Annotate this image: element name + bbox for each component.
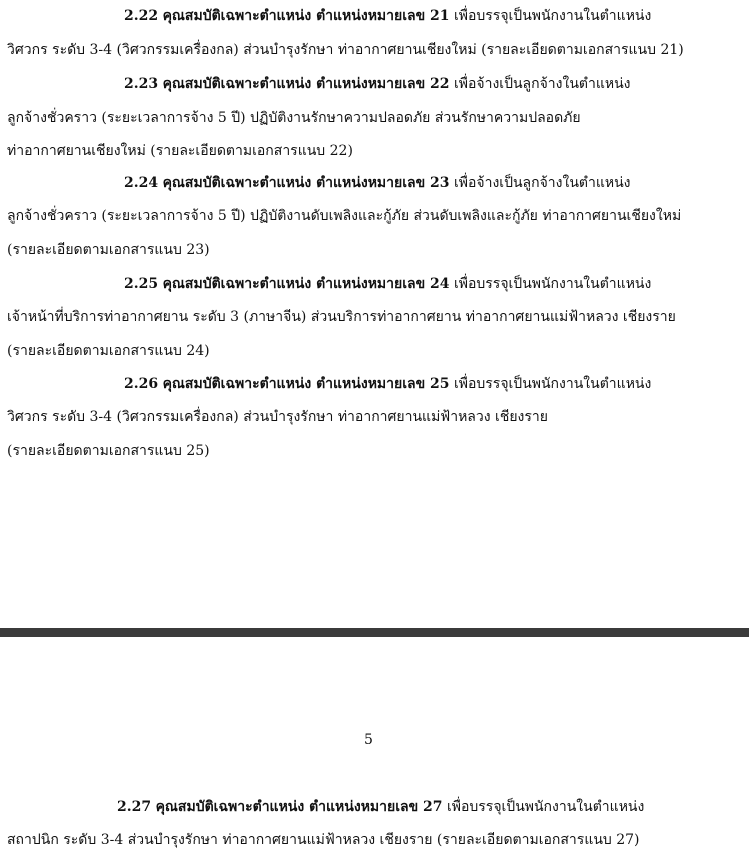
item-body-line: (รายละเอียดตามเอกสารแนบ 25) bbox=[7, 443, 210, 459]
item-lead: เพื่อบรรจุเป็นพนักงานในตำแหน่ง bbox=[453, 8, 652, 24]
item-heading: คุณสมบัติเฉพาะตำแหน่ง ตำแหน่งหมายเลข 27 bbox=[155, 799, 443, 815]
item-heading: คุณสมบัติเฉพาะตำแหน่ง ตำแหน่งหมายเลข 23 bbox=[162, 175, 450, 191]
item-heading: คุณสมบัติเฉพาะตำแหน่ง ตำแหน่งหมายเลข 22 bbox=[162, 76, 450, 92]
item-body-line: ลูกจ้างชั่วคราว (ระยะเวลาการจ้าง 5 ปี) ปฏิบัติงานรักษาความปลอดภัย ส่วนรักษาความปลอดภัย bbox=[7, 110, 581, 126]
page-number: 5 bbox=[364, 732, 373, 748]
item-body-line: (รายละเอียดตามเอกสารแนบ 23) bbox=[7, 242, 210, 258]
item-lead: เพื่อบรรจุเป็นพนักงานในตำแหน่ง bbox=[453, 276, 652, 292]
item-body-line: ลูกจ้างชั่วคราว (ระยะเวลาการจ้าง 5 ปี) ปฏิบัติงานดับเพลิงและกู้ภัย ส่วนดับเพลิงและกู้ภัย ท่าอากาศยานเชียงใหม่ bbox=[7, 208, 682, 224]
page-separator bbox=[0, 628, 749, 637]
item-body-line: (รายละเอียดตามเอกสารแนบ 24) bbox=[7, 343, 210, 359]
item-lead: เพื่อจ้างเป็นลูกจ้างในตำแหน่ง bbox=[453, 175, 631, 191]
item-number: 2.26 bbox=[124, 376, 159, 392]
item-number: 2.22 bbox=[124, 8, 159, 24]
item-number: 2.24 bbox=[124, 175, 159, 191]
item-heading-line bbox=[124, 374, 651, 394]
document-page bbox=[0, 637, 749, 860]
item-lead: เพื่อจ้างเป็นลูกจ้างในตำแหน่ง bbox=[453, 76, 631, 92]
item-body-line: วิศวกร ระดับ 3-4 (วิศวกรรมเครื่องกล) ส่วนบำรุงรักษา ท่าอากาศยานแม่ฟ้าหลวง เชียงราย bbox=[7, 409, 548, 425]
item-body-line: ท่าอากาศยานเชียงใหม่ (รายละเอียดตามเอกสารแนบ 22) bbox=[7, 143, 353, 159]
item-heading-line bbox=[117, 797, 644, 817]
item-number: 2.25 bbox=[124, 276, 159, 292]
item-number: 2.23 bbox=[124, 76, 159, 92]
item-heading-line bbox=[124, 173, 631, 193]
item-heading: คุณสมบัติเฉพาะตำแหน่ง ตำแหน่งหมายเลข 25 bbox=[162, 376, 450, 392]
item-body-line: สถาปนิก ระดับ 3-4 ส่วนบำรุงรักษา ท่าอากาศยานแม่ฟ้าหลวง เชียงราย (รายละเอียดตามเอกสารแนบ 27) bbox=[7, 832, 640, 848]
item-heading-line bbox=[124, 6, 651, 26]
item-heading: คุณสมบัติเฉพาะตำแหน่ง ตำแหน่งหมายเลข 24 bbox=[162, 276, 450, 292]
item-heading-line bbox=[124, 274, 651, 294]
item-lead: เพื่อบรรจุเป็นพนักงานในตำแหน่ง bbox=[446, 799, 645, 815]
item-heading: คุณสมบัติเฉพาะตำแหน่ง ตำแหน่งหมายเลข 21 bbox=[162, 8, 450, 24]
item-number: 2.27 bbox=[117, 799, 152, 815]
item-lead: เพื่อบรรจุเป็นพนักงานในตำแหน่ง bbox=[453, 376, 652, 392]
item-heading-line bbox=[124, 74, 631, 94]
item-body-line: วิศวกร ระดับ 3-4 (วิศวกรรมเครื่องกล) ส่วนบำรุงรักษา ท่าอากาศยานเชียงใหม่ (รายละเอียดตามเอกสารแนบ 21) bbox=[7, 42, 684, 58]
item-body-line: เจ้าหน้าที่บริการท่าอากาศยาน ระดับ 3 (ภาษาจีน) ส่วนบริการท่าอากาศยาน ท่าอากาศยานแม่ฟ้าหลวง เชียงราย bbox=[7, 309, 676, 325]
